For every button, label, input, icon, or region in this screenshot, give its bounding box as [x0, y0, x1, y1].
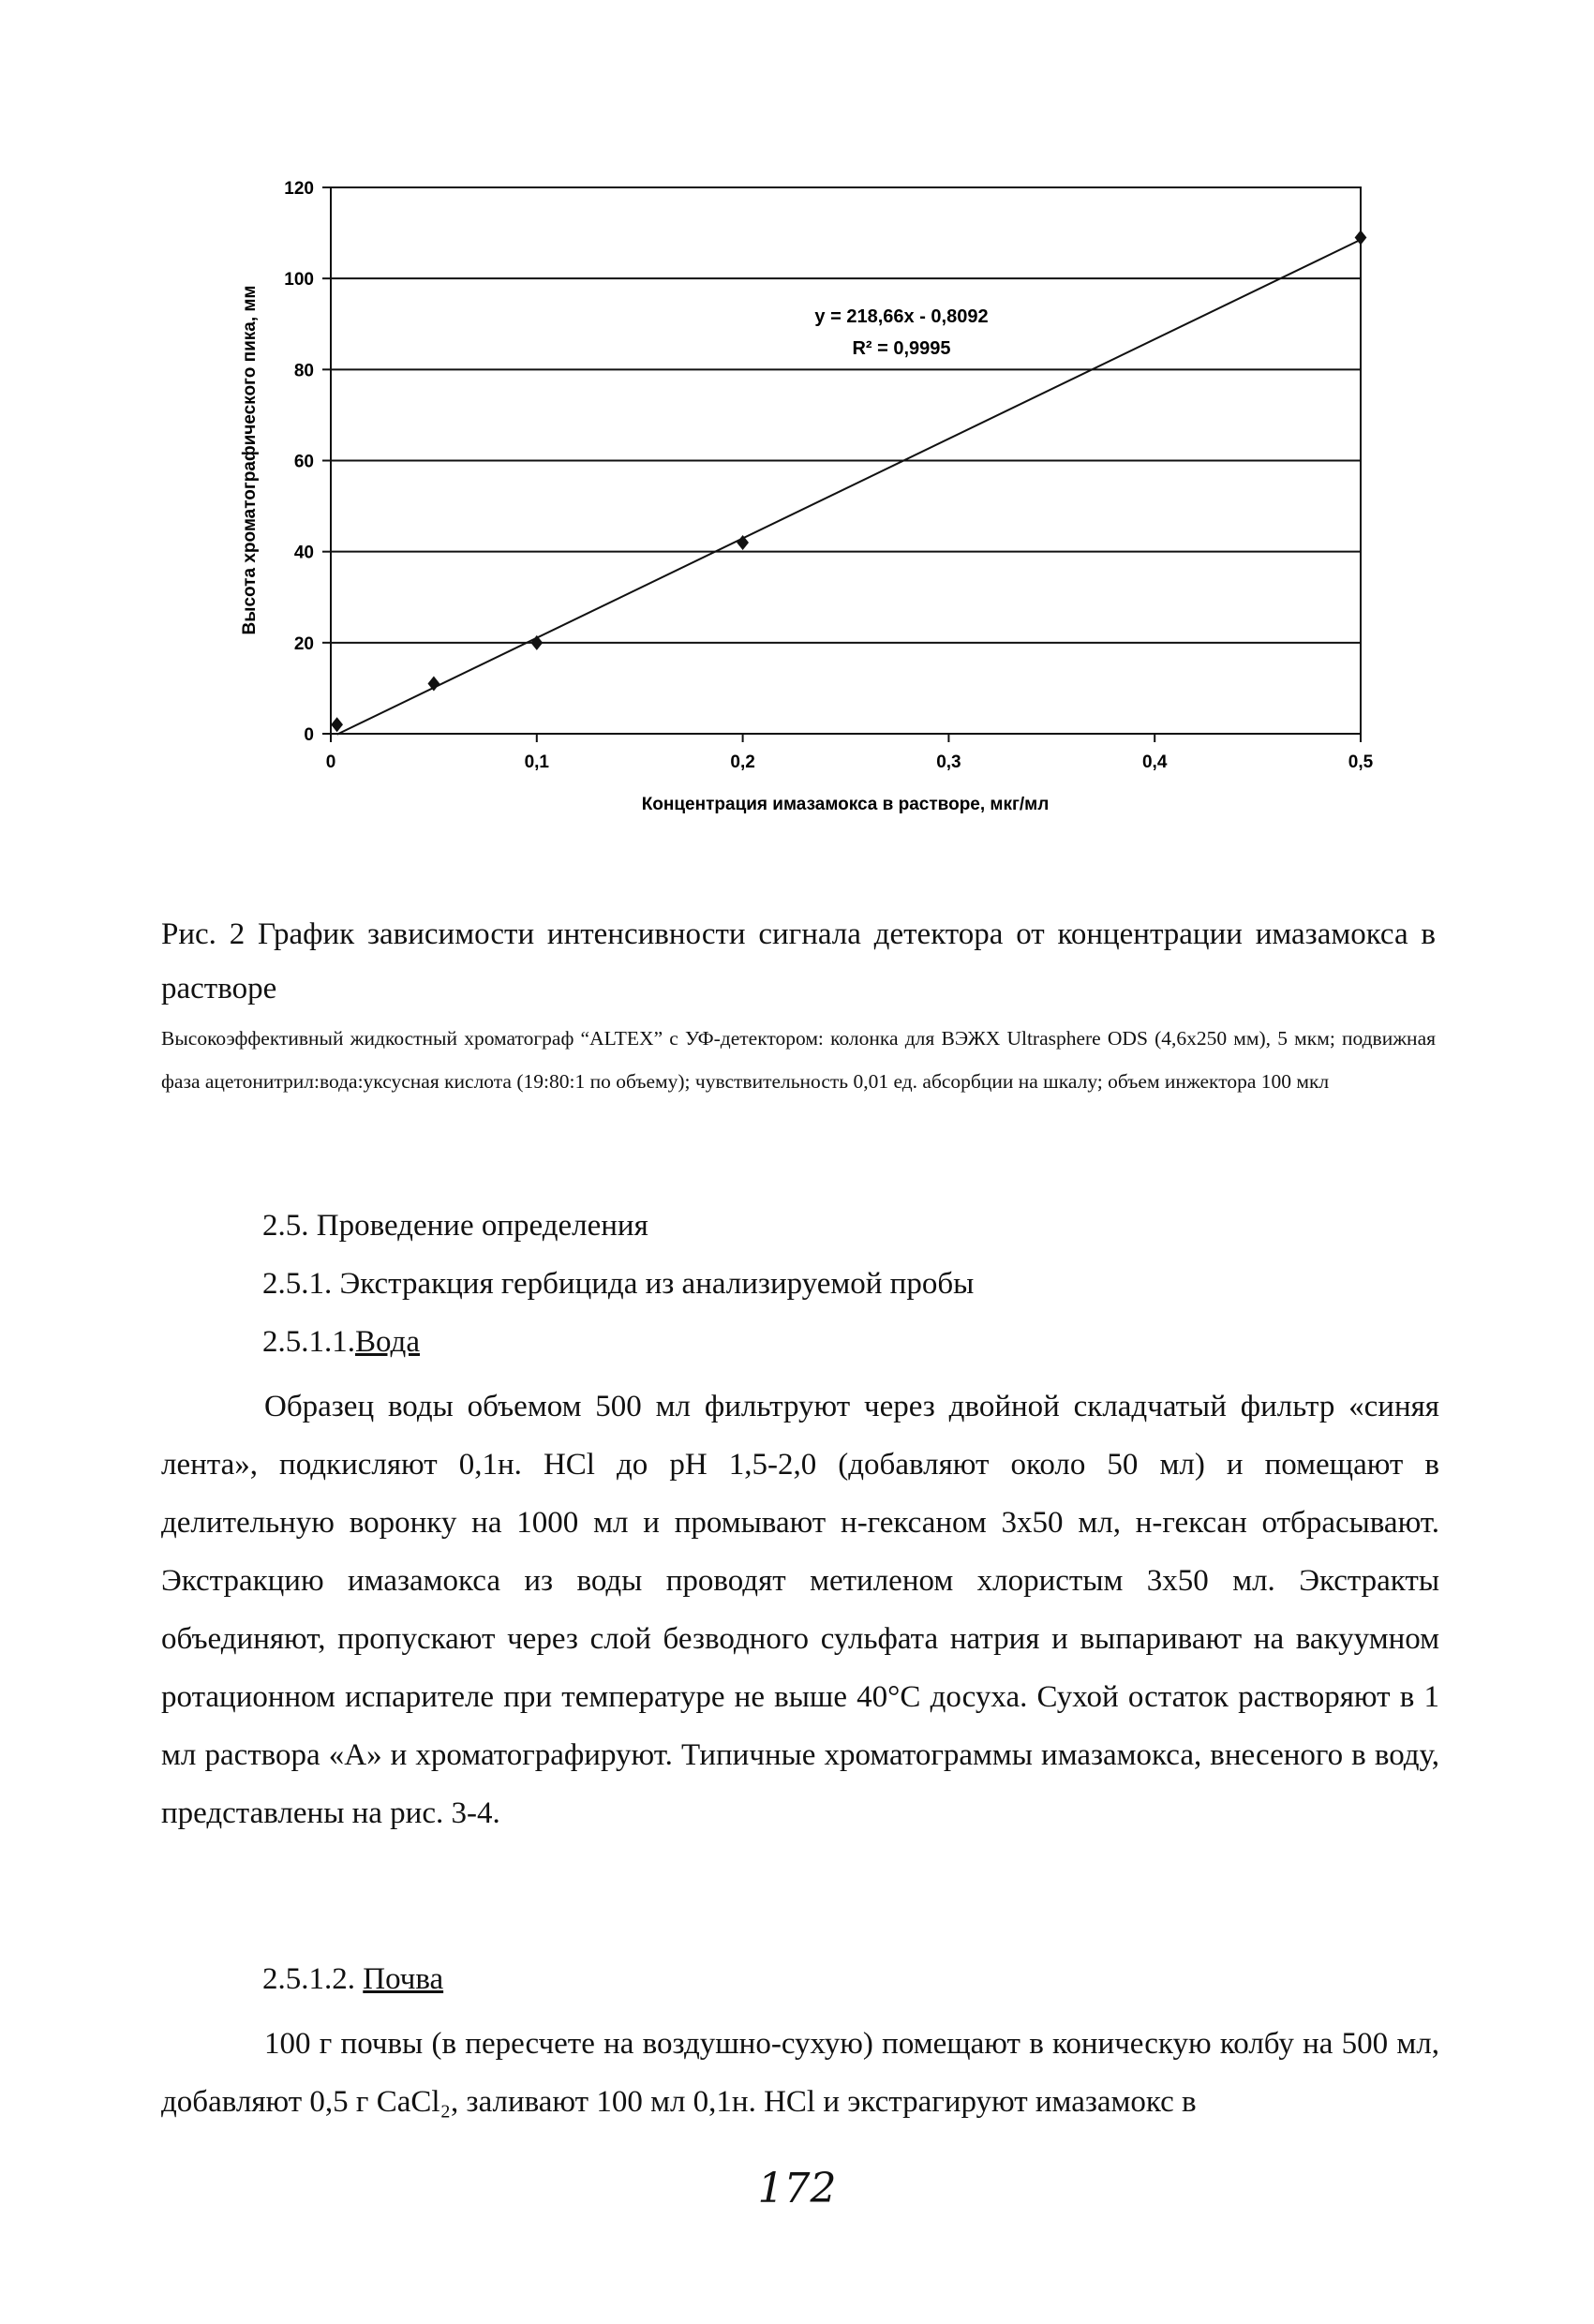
- section-heading-2-5-1-1: [262, 1325, 420, 1360]
- calibration-chart: [0, 0, 1594, 843]
- x-tick-label: 0,4: [1141, 752, 1168, 772]
- data-points: [331, 230, 1366, 732]
- x-axis-ticks: [326, 734, 1374, 772]
- data-point: [530, 635, 543, 650]
- r-squared-label: R² = 0,9995: [852, 338, 951, 359]
- section-number: 2.5.1.2.: [262, 1962, 355, 1996]
- y-tick-label: 20: [293, 633, 314, 654]
- section-title: Вода: [355, 1325, 420, 1359]
- x-axis-label: Концентрация имазамокса в растворе, мкг/мл: [641, 795, 1050, 814]
- section-title: Почва: [363, 1962, 444, 1996]
- trend-equation: y = 218,66x - 0,8092: [814, 306, 989, 327]
- y-tick-label: 100: [284, 270, 314, 290]
- x-tick-label: 0,1: [524, 752, 550, 772]
- x-tick-label: 0,5: [1348, 752, 1374, 772]
- y-axis-label: Высота хроматографического пика, мм: [240, 285, 260, 635]
- x-tick-label: 0: [325, 752, 336, 772]
- y-tick-label: 0: [304, 725, 314, 745]
- soil-procedure-paragraph: 100 г почвы (в пересчете на воздушно-сухую) помещают в коническую колбу на 500 мл, добавляют 0,5 г CaCl₂, заливают 100 мл 0,1н. HCl и экстрагируют имазамокс в: [161, 2027, 1439, 2119]
- section-heading-2-5-1-2: [262, 1962, 443, 1997]
- y-tick-label: 60: [293, 452, 314, 472]
- page-number: 172: [757, 2165, 837, 2212]
- y-axis-ticks: [284, 179, 331, 745]
- chart-gridlines: [331, 278, 1361, 643]
- data-point: [331, 717, 343, 732]
- x-tick-label: 0,3: [936, 752, 961, 772]
- water-procedure-paragraph: Образец воды объемом 500 мл фильтруют через двойной складчатый фильтр «синяя лента», подкисляют 0,1н. HCl до pH 1,5-2,0 (добавляют около 50 мл) и помещают в делительную воронку на 1000 мл и промывают н-гексаном 3x50 мл, н-гексан отбрасывают. Экстракцию имазамокса из воды проводят метиленом хлористым 3x50 мл. Экстракты объединяют, пропускают через слой безводного сульфата натрия и выпаривают на вакуумном ротационном испарителе при температуре не выше 40°С досуха. Сухой остаток растворяют в 1 мл раствора «А» и хроматографируют. Типичные хроматограммы имазамокса, внесеного в воду, представлены на рис. 3-4.: [161, 1390, 1439, 1830]
- y-tick-label: 40: [293, 543, 314, 563]
- section-heading-2-5: 2.5. Проведение определения: [262, 1209, 648, 1243]
- x-tick-label: 0,2: [730, 752, 755, 772]
- y-tick-label: 120: [284, 179, 314, 199]
- section-heading-2-5-1: 2.5.1. Экстракция гербицида из анализируемой пробы: [262, 1267, 975, 1301]
- figure-caption-note: Высокоэффективный жидкостный хроматограф “ALTEX” с УФ-детектором: колонка для ВЭЖХ Ultrasphere ODS (4,6x250 мм), 5 мкм; подвижная фаза ацетонитрил:вода:уксусная кислота (19:80:1 по объему); чувствительность 0,01 ед. абсорбции на шкалу; объем инжектора 100 мкл: [161, 1027, 1436, 1093]
- figure-caption: Рис. 2 График зависимости интенсивности сигнала детектора от концентрации имазамокса в растворе: [161, 917, 1436, 1006]
- section-number: 2.5.1.1.: [262, 1325, 355, 1359]
- y-tick-label: 80: [293, 361, 314, 381]
